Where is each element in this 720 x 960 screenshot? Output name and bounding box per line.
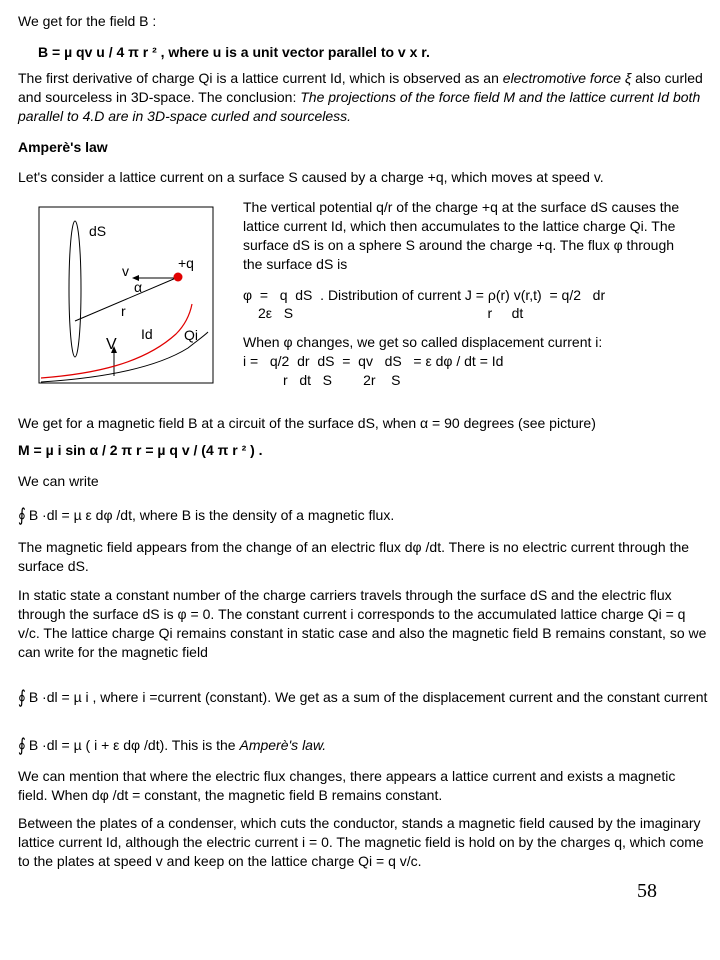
integral-eq-1-text: B ·dl = µ ε dφ /dt, where B is the density of a magnetic flux. xyxy=(28,507,395,523)
label-alpha: α xyxy=(134,279,143,295)
equation-m: M = µ i sin α / 2 π r = µ q v / (4 π r ² ) . xyxy=(18,442,263,458)
p3-part-d: The projections of the force field M and the lattice current Id both parallel to 4.D are in 3D-space curled and sourceless. xyxy=(18,89,701,124)
text-intro: We get for the field B : xyxy=(18,13,157,29)
paragraph-mention: We can mention that where the electric flux changes, there appears a lattice current and exists a magnetic field. When dφ /dt = constant, the magnetic field B remains constant. xyxy=(18,768,676,803)
text-we-can-write: We can write xyxy=(18,473,99,489)
label-qi: Qi xyxy=(184,327,198,343)
label-plus-q: +q xyxy=(178,255,194,271)
label-ds: dS xyxy=(89,223,107,239)
paragraph-magnetic-field: We get for a magnetic field B at a circuit of the surface dS, when α = 90 degrees (see picture) xyxy=(18,415,596,431)
page-number: 58 xyxy=(637,880,657,902)
ampere-law-label: Amperè's law. xyxy=(239,737,327,753)
equation-field-b: B = µ qv u / 4 π r ² , where u is a unit vector parallel to v x r. xyxy=(38,44,430,60)
paragraph-vertical-potential: The vertical potential q/r of the charge +q at the surface dS causes the lattice current Id, which then accumulates to the lattice charge Qi. The surface dS is on a sphere S around the charge +q. The flux φ through the surface dS is xyxy=(243,199,680,272)
contour-integral-icon: ∮ xyxy=(18,686,26,708)
paragraph-derivative xyxy=(18,69,708,126)
equation-flux-bottom: 2ε S r dt xyxy=(258,305,524,321)
integral-eq-2 xyxy=(18,688,708,707)
paragraph-condenser: Between the plates of a condenser, which cuts the conductor, stands a magnetic field caused by the imaginary lattice current Id, although the electric current i = 0. The magnetic field is hold on by the charges q, which come to the plates at speed v and keep on the lattice charge Qi = q v/c. xyxy=(18,815,704,869)
integral-eq-1 xyxy=(18,506,708,525)
paragraph-static-state: In static state a constant number of the charge carriers travels through the surface dS and the electric flux through the surface dS is φ = 0. The constant current i corresponds to the accumulated lattice charge Qi = q v/c. The lattice charge Qi remains constant in static case and also the magnetic field B remains constant, so we can write for the magnetic field xyxy=(18,587,707,660)
section-heading: Amperè's law xyxy=(18,139,108,155)
figure-border xyxy=(39,207,213,383)
label-v: v xyxy=(122,263,129,279)
label-V: V xyxy=(106,336,117,353)
paragraph-lattice: Let's consider a lattice current on a surface S caused by a charge +q, which moves at speed v. xyxy=(18,169,604,185)
diagram-figure xyxy=(38,206,214,386)
label-r: r xyxy=(121,303,126,319)
paragraph-displacement: When φ changes, we get so called displacement current i: xyxy=(243,334,603,350)
p3-part-c: also curled and sourceless in 3D-space. The conclusion: xyxy=(18,70,703,105)
label-id: Id xyxy=(141,326,153,342)
contour-integral-icon: ∮ xyxy=(18,734,26,756)
contour-integral-icon: ∮ xyxy=(18,504,26,526)
equation-current-top: i = q/2 dr dS = qv dS = ε dφ / dt = Id xyxy=(243,353,504,369)
integral-eq-3 xyxy=(18,736,708,755)
equation-current-bottom: r dt S 2r S xyxy=(283,372,401,388)
p3-part-a: The first derivative of charge Qi is a lattice current Id, which is observed as an xyxy=(18,70,503,86)
equation-flux-top: φ = q dS . Distribution of current J = ρ(r) v(r,t) = q/2 dr xyxy=(243,287,606,303)
charge-q-dot xyxy=(174,273,183,282)
paragraph-flux-change: The magnetic field appears from the change of an electric flux dφ /dt. There is no electric current through the surface dS. xyxy=(18,539,690,574)
p3-part-b: electromotive force ξ xyxy=(502,70,632,86)
integral-eq-2-text: B ·dl = µ i , where i =current (constant). We get as a sum of the displacement current and the constant current xyxy=(28,689,708,705)
integral-eq-3-text: B ·dl = µ ( i + ε dφ /dt). This is the xyxy=(28,737,240,753)
